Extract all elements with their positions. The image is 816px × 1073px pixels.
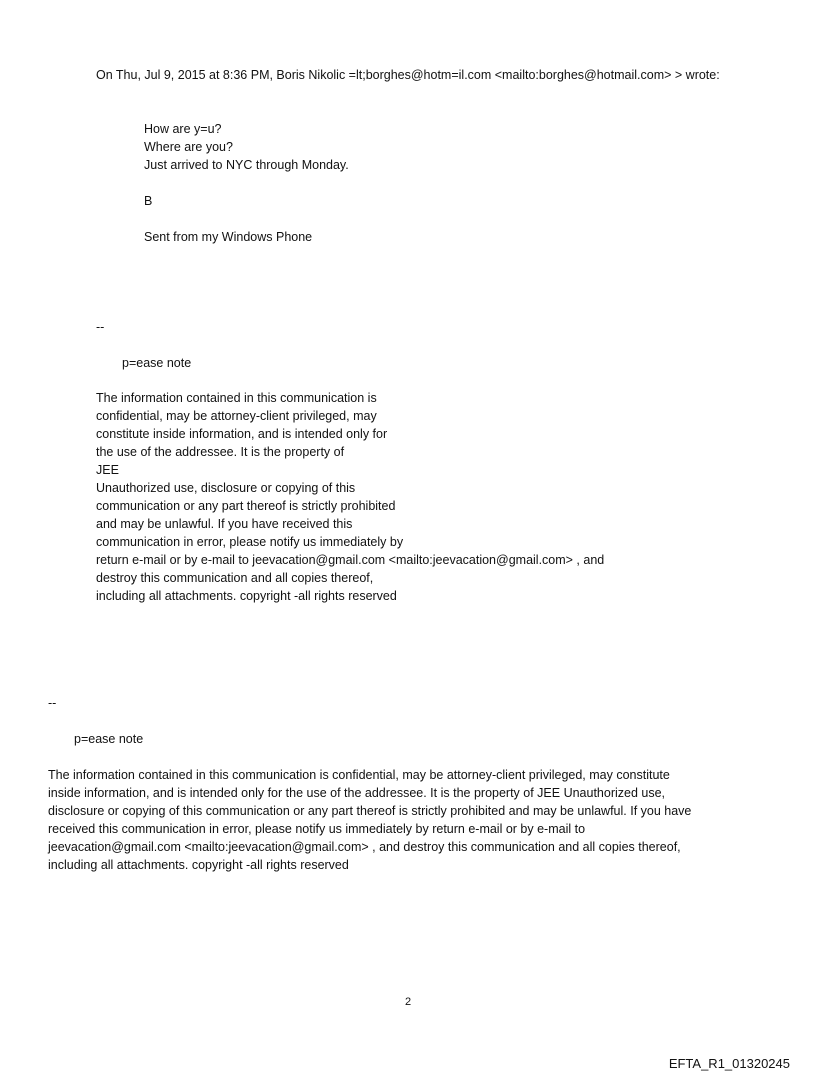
disclaimer-line: including all attachments. copyright -all rights reserved	[48, 858, 349, 872]
disclaimer-line: The information contained in this communication is confidential, may be attorney-client privileged, may constitute	[48, 768, 670, 782]
disclaimer-line: jeevacation@gmail.com <mailto:jeevacation@gmail.com> , and destroy this communication and all copies thereof,	[48, 840, 681, 854]
inner-signature-separator: --	[96, 320, 105, 334]
disclaimer-line: Unauthorized use, disclosure or copying of this	[96, 481, 356, 495]
disclaimer-line: communication in error, please notify us immediately by	[96, 535, 404, 549]
quoted-email-sent-from: Sent from my Windows Phone	[144, 230, 313, 244]
disclaimer-line: received this communication in error, please notify us immediately by return e-mail or by e-mail to	[48, 822, 586, 836]
disclaimer-line: and may be unlawful. If you have received this	[96, 517, 353, 531]
document-id: EFTA_R1_01320245	[668, 1056, 790, 1071]
disclaimer-line: the use of the addressee. It is the property of	[96, 445, 345, 459]
disclaimer-line: disclosure or copying of this communication or any part thereof is strictly prohibited and may be unlawful. If you have	[48, 804, 692, 818]
disclaimer-line: including all attachments. copyright -all rights reserved	[96, 589, 397, 603]
disclaimer-line: communication or any part thereof is strictly prohibited	[96, 499, 396, 513]
body-line: Just arrived to NYC through Monday.	[144, 158, 349, 172]
disclaimer-line: JEE	[96, 463, 119, 477]
disclaimer-line: confidential, may be attorney-client privileged, may	[96, 409, 377, 423]
quoted-email-body	[144, 120, 349, 174]
inner-signature-disclaimer	[96, 389, 604, 605]
outer-signature-note-label: p=ease note	[74, 732, 144, 746]
inner-signature-note-label: p=ease note	[122, 356, 192, 370]
disclaimer-line: constitute inside information, and is intended only for	[96, 427, 388, 441]
disclaimer-line: inside information, and is intended only for the use of the addressee. It is the property of JEE Unauthorized use,	[48, 786, 666, 800]
quoted-email-header: On Thu, Jul 9, 2015 at 8:36 PM, Boris Nikolic =lt;borghes@hotm=il.com <mailto:borghes@hotmail.com> > wrote:	[96, 68, 720, 82]
disclaimer-line: return e-mail or by e-mail to jeevacation@gmail.com <mailto:jeevacation@gmail.com> , and	[96, 553, 605, 567]
body-line: How are y=u?	[144, 122, 222, 136]
disclaimer-line: The information contained in this communication is	[96, 391, 377, 405]
quoted-email-signoff: B	[144, 194, 153, 208]
outer-signature-disclaimer	[48, 766, 691, 874]
disclaimer-line: destroy this communication and all copies thereof,	[96, 571, 374, 585]
body-line: Where are you?	[144, 140, 233, 154]
page-number: 2	[404, 996, 412, 1008]
outer-signature-separator: --	[48, 696, 57, 710]
